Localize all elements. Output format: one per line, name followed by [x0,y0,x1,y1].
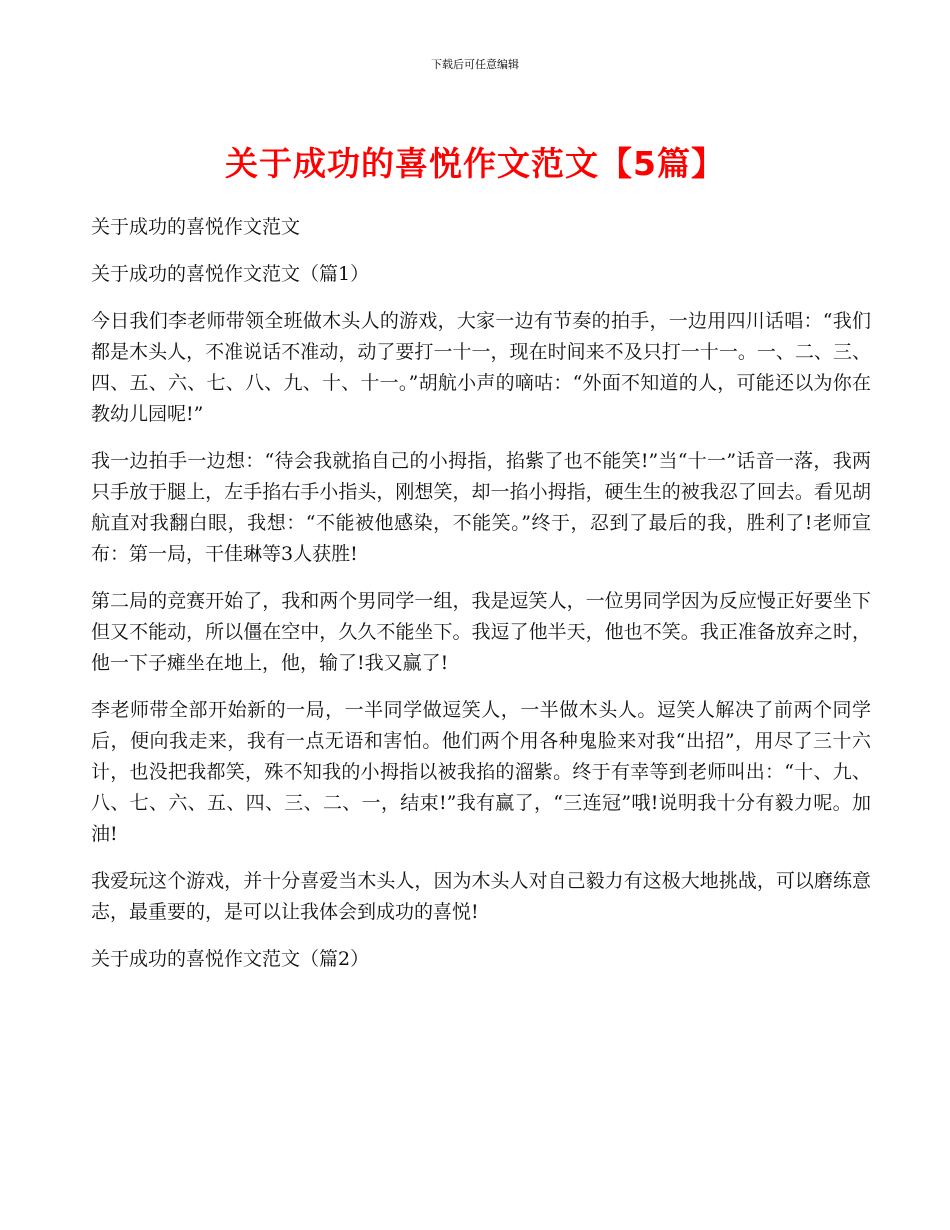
paragraph: 第二局的竞赛开始了，我和两个男同学一组，我是逗笑人，一位男同学因为反应慢正好要坐下但又不能动，所以僵在空中，久久不能坐下。我逗了他半天，他也不笑。我正准备放弃之时，他一下子瘫坐在地上，他，输了!我又赢了! [91,590,871,674]
section-heading: 关于成功的喜悦作文范文 [91,216,301,238]
paragraph: 李老师带全部开始新的一局，一半同学做逗笑人，一半做木头人。逗笑人解决了前两个同学后，便向我走来，我有一点无语和害怕。他们两个用各种鬼脸来对我“出招”，用尽了三十六计，也没把我都笑，殊不知我的小拇指以被我掐的溜紫。终于有幸等到老师叫出：“十、九、八、七、六、五、四、三、二、一，结束!”我有赢了，“三连冠”哦!说明我十分有毅力呢。加油! [91,699,871,845]
chapter-heading-1: 关于成功的喜悦作文范文（篇1） [91,263,370,285]
chapter-heading-2: 关于成功的喜悦作文范文（篇2） [91,948,370,970]
document-title: 关于成功的喜悦作文范文【5篇】 [225,144,725,183]
paragraph: 我一边拍手一边想：“待会我就掐自己的小拇指，掐紫了也不能笑!”当“十一”话音一落，我两只手放于腿上，左手掐右手小指头，刚想笑，却一掐小拇指，硬生生的被我忍了回去。看见胡航直对我翻白眼，我想：“不能被他感染，不能笑。”终于，忍到了最后的我，胜利了!老师宣布：第一局，干佳琳等3人获胜! [91,450,871,565]
paragraph: 今日我们李老师带领全班做木头人的游戏，大家一边有节奏的拍手，一边用四川话唱：“我们都是木头人，不准说话不准动，动了要打一十一，现在时间来不及只打一十一。一、二、三、四、五、六、七、八、九、十、十一。”胡航小声的嘀咕：“外面不知道的人，可能还以为你在教幼儿园呢!” [91,310,871,425]
page-header-note: 下载后可任意编辑 [431,58,519,71]
document-body [91,212,871,991]
paragraph: 我爱玩这个游戏，并十分喜爱当木头人，因为木头人对自己毅力有这极大地挑战，可以磨练意志，最重要的，是可以让我体会到成功的喜悦! [91,870,871,923]
